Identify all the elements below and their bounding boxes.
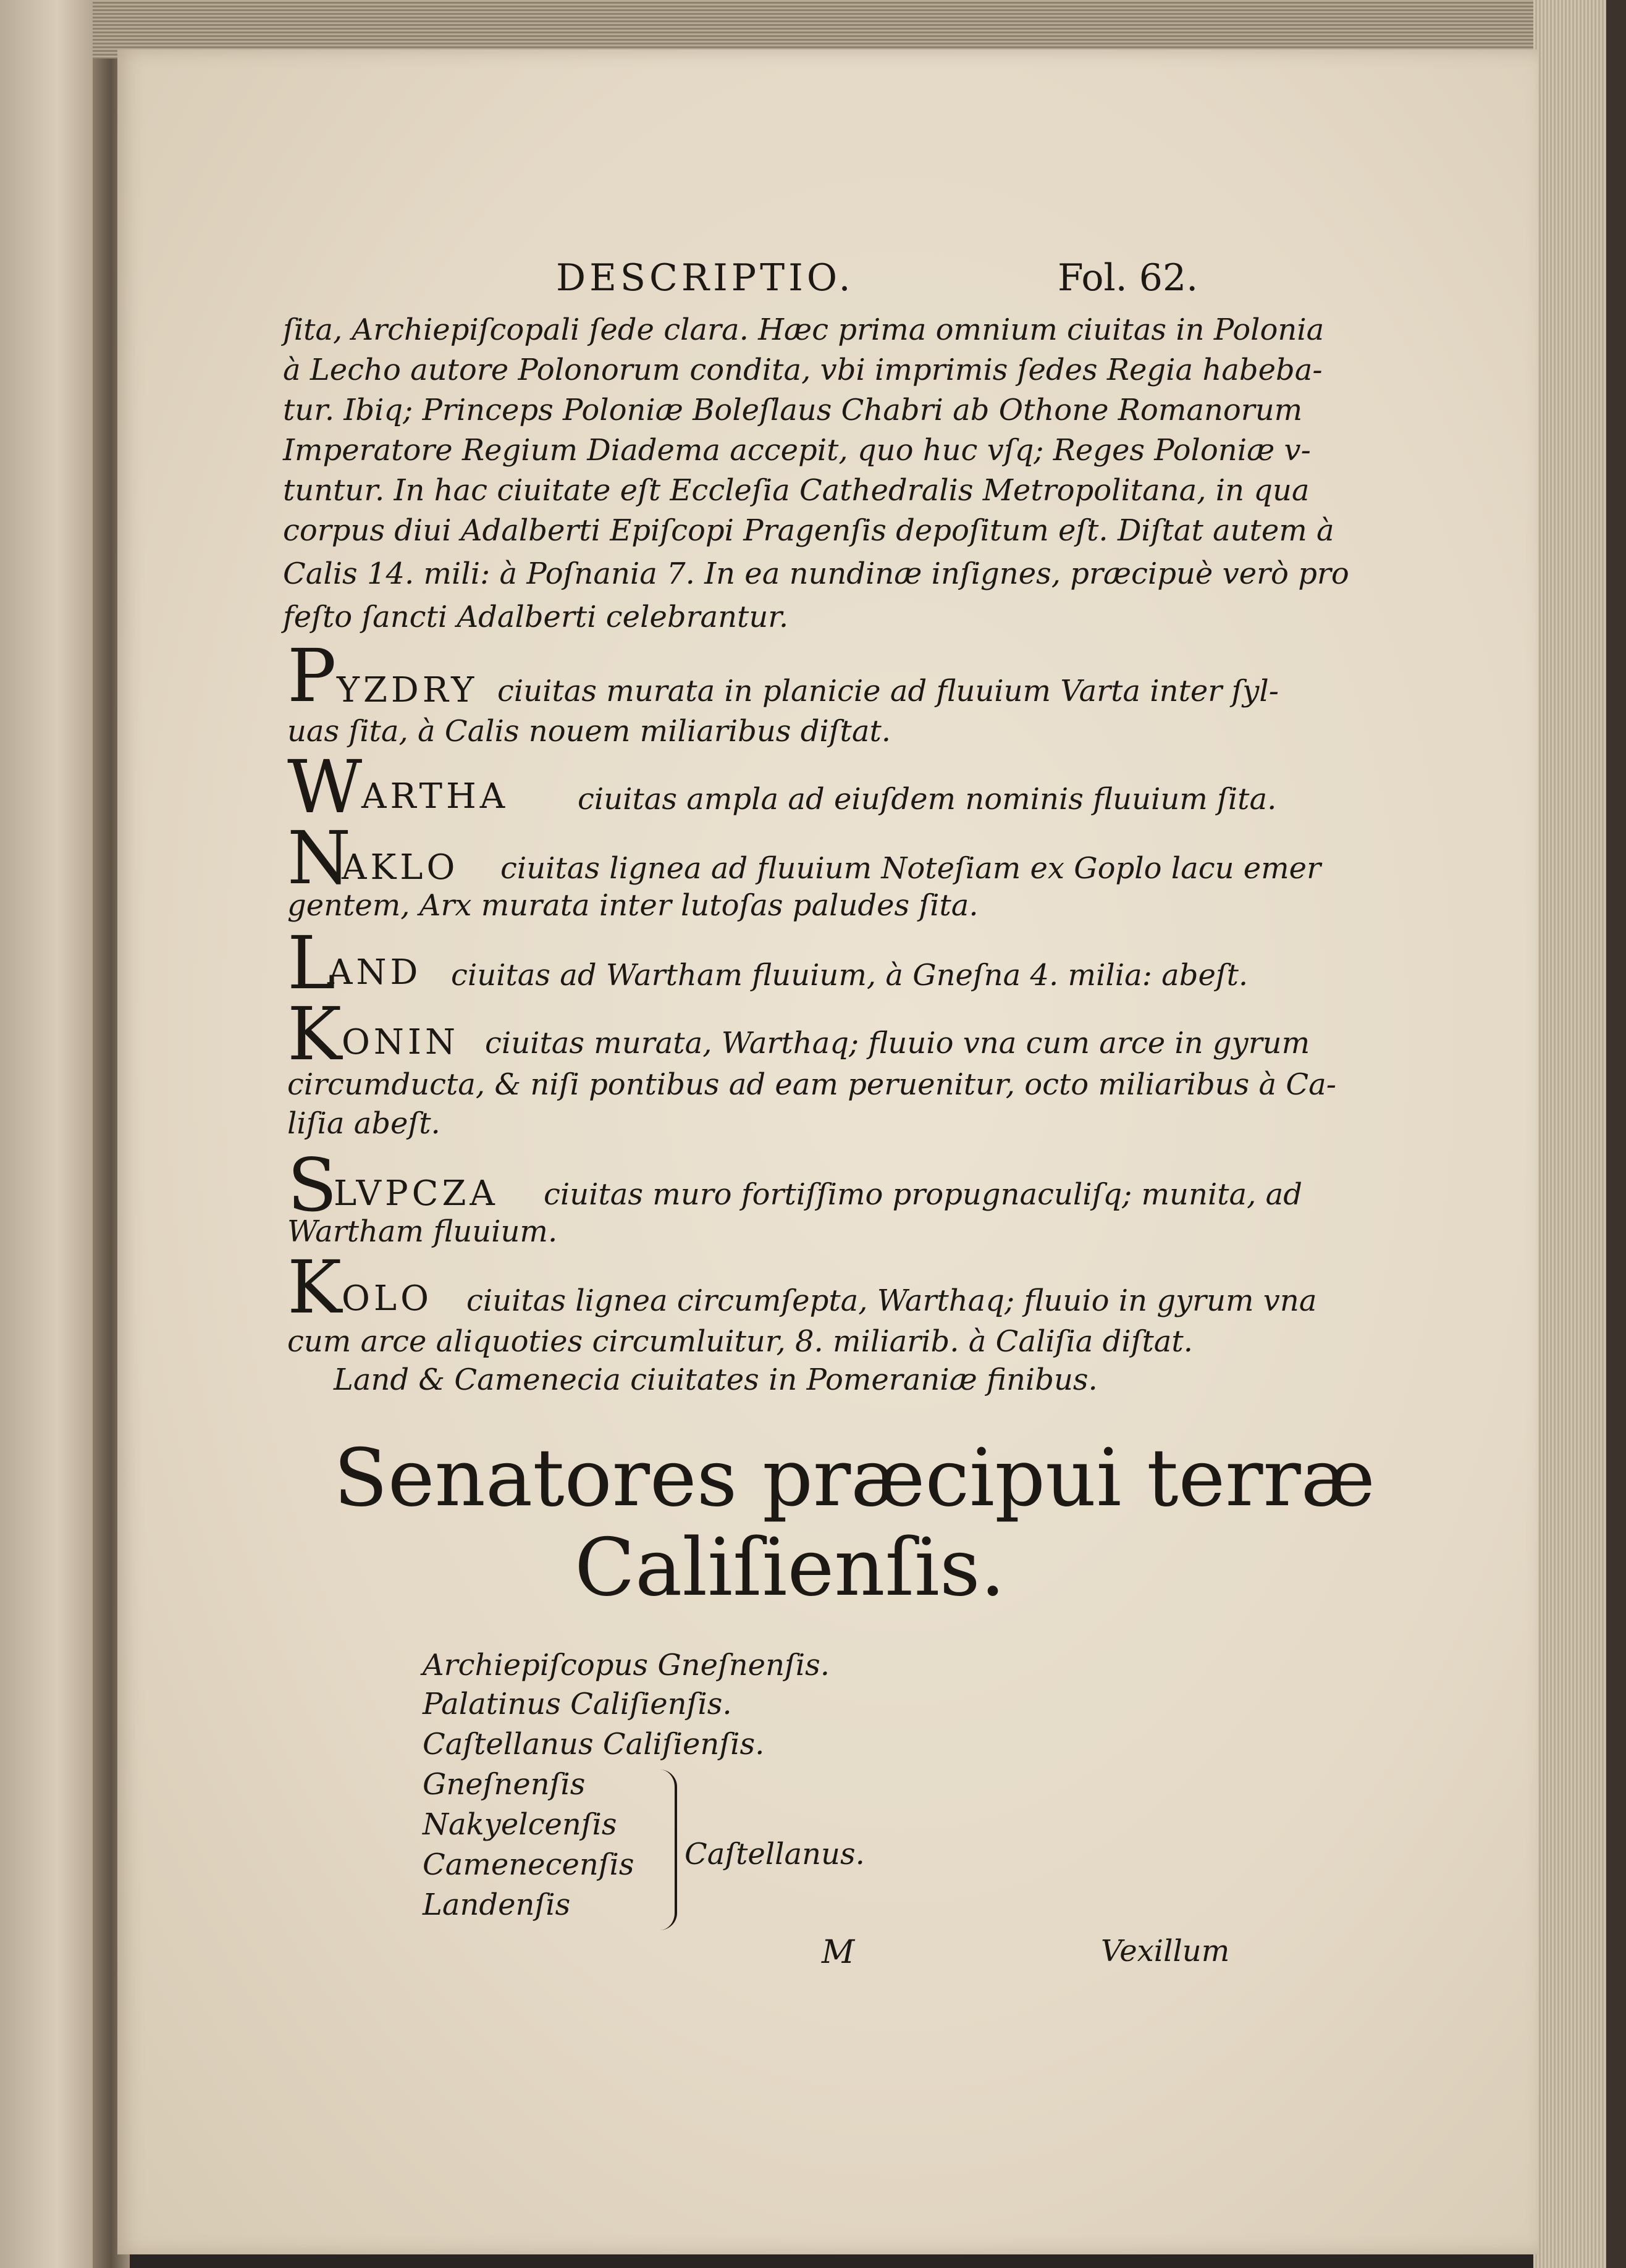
intro-line: tuntur. In hac ciuitate eſt Eccleſia Cathedralis Metropolitana, in qua (283, 473, 1310, 508)
intro-line: Imperatore Regium Diadema accepit, quo huc vſq; Reges Poloniæ v- (283, 433, 1311, 468)
entry-text: uas ſita, à Calis nouem miliaribus diſtat. (287, 714, 891, 749)
catchword: Vexillum (1101, 1934, 1230, 1968)
place-name: ONIN (342, 1022, 460, 1062)
castellan-item: Landenſis (423, 1888, 571, 1922)
castellans-label: Caſtellanus. (685, 1837, 865, 1871)
place-name: ARTHA (361, 776, 509, 817)
senator-item: Caſtellanus Caliſienſis. (423, 1727, 765, 1762)
note-line: Land & Camenecia ciuitates in Pomeraniæ finibus. (334, 1363, 1098, 1397)
drop-initial: P (287, 633, 337, 718)
intro-line: corpus diui Adalberti Epiſcopi Pragenſis depoſitum eſt. Diſtat autem à (283, 513, 1334, 548)
castellan-item: Camenecenſis (423, 1847, 634, 1882)
entry-text: gentem, Arx murata inter lutoſas paludes ſita. (287, 888, 979, 923)
senator-item: Palatinus Caliſienſis. (423, 1687, 732, 1721)
entry-text: liſia abeſt. (287, 1106, 440, 1141)
section-heading: Senatores præcipui terræ (334, 1432, 1375, 1524)
brace-symbol (654, 1770, 677, 1930)
senator-item: Archiepiſcopus Gneſnenſis. (423, 1648, 830, 1682)
place-name: LVPCZA (334, 1174, 499, 1214)
running-title: DESCRIPTIO. (556, 256, 854, 300)
signature-mark: M (822, 1934, 855, 1971)
drop-initial: W (287, 744, 363, 830)
entry-text: ciuitas ad Wartham fluuium, à Gneſna 4. milia: abeſt. (451, 958, 1249, 993)
left-page-edge (0, 0, 105, 2268)
drop-initial: L (287, 920, 336, 1006)
intro-line: à Lecho autore Polonorum condita, vbi imprimis ſedes Regia habeba- (283, 353, 1323, 387)
place-name: OLO (342, 1279, 433, 1319)
drop-initial: N (287, 815, 352, 901)
entry-text: ciuitas muro fortiſſimo propugnaculiſq; munita, ad (544, 1177, 1302, 1212)
intro-line: ſita, Archiepiſcopali ſede clara. Hæc prima omnium ciuitas in Polonia (283, 313, 1325, 347)
entry-text: ciuitas lignea ad fluuium Noteſiam ex Goplo lacu emer (500, 851, 1321, 886)
folio-number: Fol. 62. (1058, 256, 1198, 300)
background-edge (1606, 0, 1626, 2268)
entry-text: ciuitas murata in planicie ad fluuium Varta inter ſyl- (497, 674, 1279, 708)
entry-text: ciuitas lignea circumſepta, Warthaq; fluuio in gyrum vna (466, 1283, 1317, 1318)
drop-initial: K (287, 1245, 342, 1330)
intro-line: Calis 14. mili: à Poſnania 7. In ea nundinæ inſignes, præcipuè verò pro (283, 556, 1349, 591)
entry-text: circumducta, & niſi pontibus ad eam peruenitur, octo miliaribus à Ca- (287, 1067, 1336, 1102)
intro-line: tur. Ibiq; Princeps Poloniæ Boleſlaus Chabri ab Othone Romanorum (283, 393, 1303, 427)
entry-text: ciuitas ampla ad eiuſdem nominis fluuium ſita. (578, 782, 1277, 817)
drop-initial: K (287, 991, 342, 1077)
intro-line: feſto ſancti Adalberti celebrantur. (283, 600, 789, 634)
castellan-item: Nakyelcenſis (423, 1807, 617, 1842)
castellan-item: Gneſnenſis (423, 1767, 586, 1802)
entry-text: ciuitas murata, Warthaq; fluuio vna cum arce in gyrum (485, 1026, 1310, 1060)
section-heading: Caliſienſis. (575, 1522, 1006, 1614)
drop-initial: S (287, 1143, 337, 1228)
place-name: YZDRY (337, 670, 478, 710)
place-name: AND (327, 952, 422, 993)
entry-text: cum arce aliquoties circumluitur, 8. miliarib. à Caliſia diſtat. (287, 1324, 1193, 1359)
entry-text: Wartham fluuium. (287, 1214, 558, 1249)
place-name: AKLO (342, 847, 459, 888)
